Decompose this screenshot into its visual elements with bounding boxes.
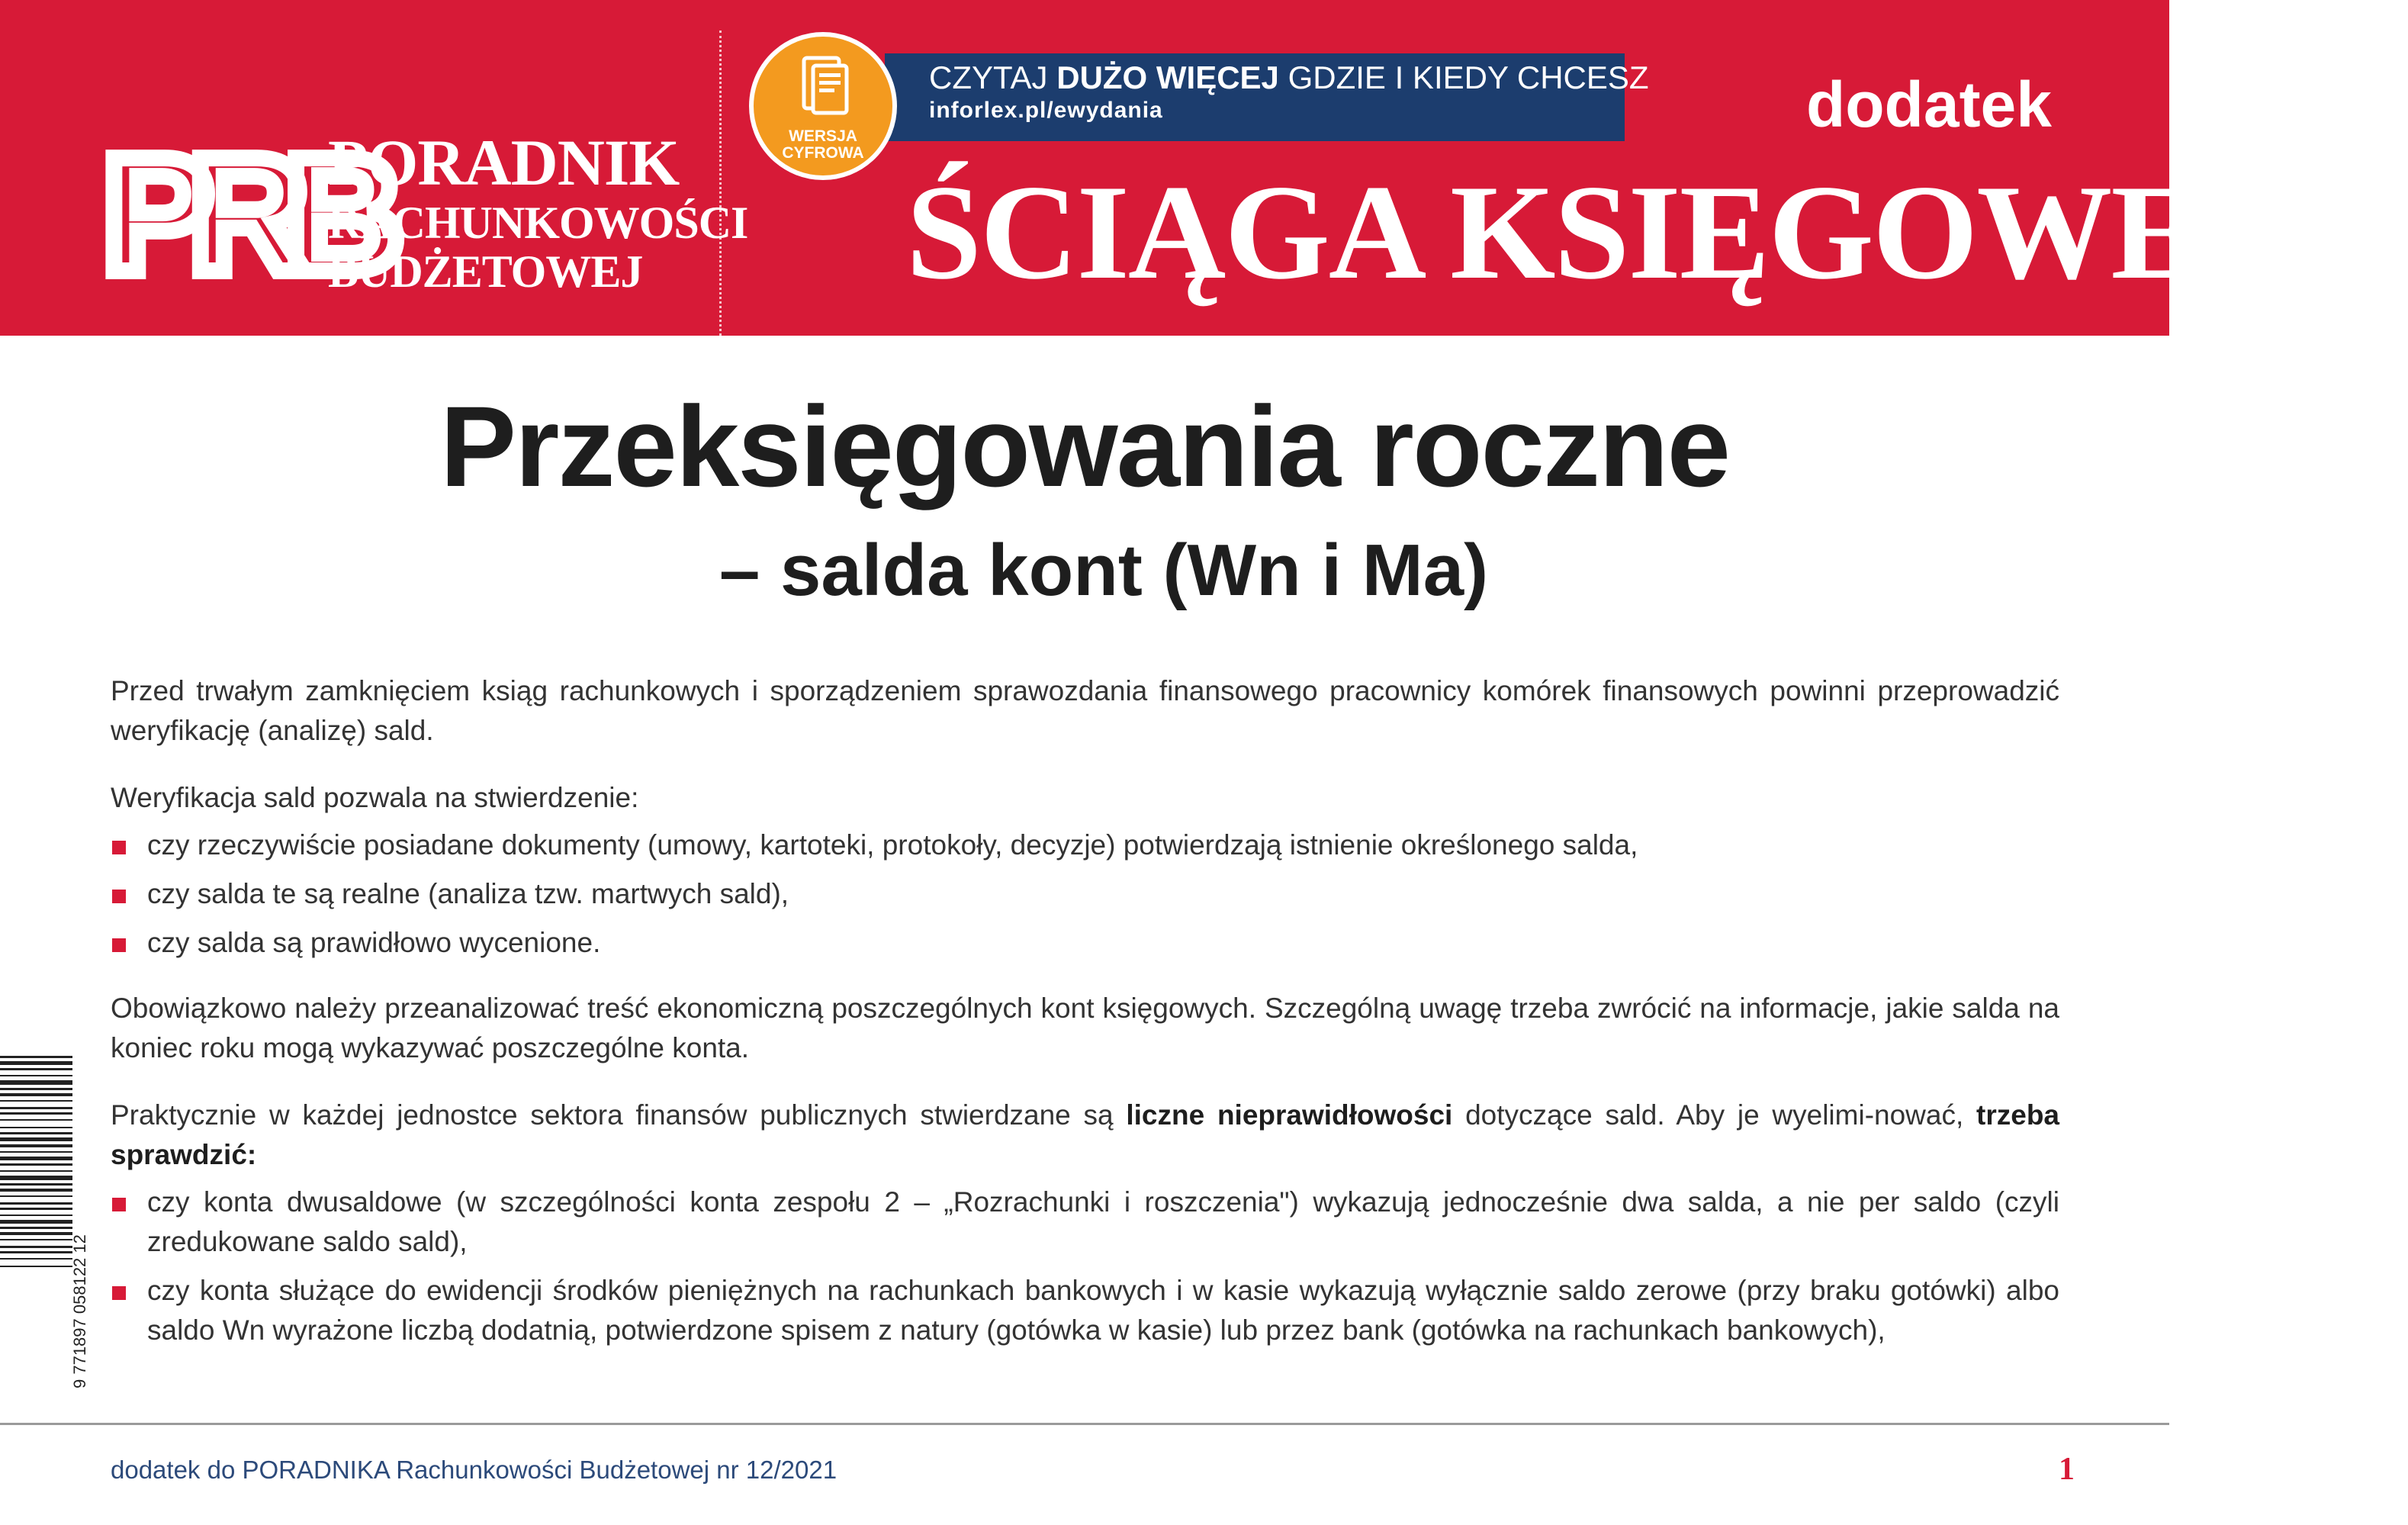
svg-text:PRB: PRB: [103, 122, 381, 306]
list-item: [111, 923, 2059, 963]
list-item: [111, 1182, 2059, 1262]
supplement-label: dodatek: [1805, 69, 2052, 140]
list-item: [111, 874, 2059, 914]
list-item-text: czy konta służące do ewidencji środków pieniężnych na rachunkach bankowych i w kasie wykazują wyłącznie saldo zerowe (przy braku gotówki) albo saldo Wn wyrażone liczbą dodatnią, potwierdzone spisem z natury (gotówka w kasie) lub przez bank (gotówka na rachunkach bankowych),: [147, 1275, 2059, 1346]
verify-lead: Weryfikacja sald pozwala na stwierdzenie:: [111, 782, 639, 813]
header-divider: [719, 31, 722, 336]
practice-emphasis-2: trzeba sprawdzić:: [111, 1099, 2059, 1170]
bullet-icon: [112, 841, 126, 854]
digital-promo-banner[interactable]: [885, 53, 1649, 141]
bullet-icon: [112, 938, 126, 952]
list-item-text: czy rzeczywiście posiadane dokumenty (umowy, kartoteki, protokoły, decyzje) potwierdzają istnienie określonego salda,: [147, 829, 1638, 861]
header-band: [0, 0, 2408, 336]
intro-paragraph: Przed trwałym zamknięciem ksiąg rachunkowych i sporządzeniem sprawozdania finansowego pracownicy komórek finansowych powinni przeprowadzić weryfikację (analizę) sald.: [111, 675, 2059, 746]
article-title: Przeksięgowania roczne: [439, 382, 1729, 510]
list-item: [111, 825, 2059, 865]
page-number: 1: [2059, 1452, 2075, 1487]
bullet-icon: [112, 1198, 126, 1211]
barcode-digits: 9 771897 058122 12: [70, 1234, 89, 1388]
badge-label: WERSJA CYFROWA: [782, 127, 864, 162]
promo-url-link[interactable]: inforlex.pl/ewydania: [929, 98, 1163, 124]
practice-text-1: Praktycznie w każdej jednostce sektora finansów publicznych stwierdzane są: [111, 1099, 1127, 1131]
footer-caption: dodatek do PORADNIKA Rachunkowości Budżetowej nr 12/2021: [111, 1456, 837, 1484]
article-body: [111, 671, 2059, 1359]
list-item: [111, 1271, 2059, 1350]
promo-prefix: CZYTAJ: [929, 60, 1057, 95]
promo-headline: [929, 60, 1649, 96]
supplement-title: ŚCIĄGA KSIĘGOWEGO: [906, 156, 2408, 307]
bullet-icon: [112, 890, 126, 903]
article-subtitle: – salda kont (Wn i Ma): [719, 529, 1489, 611]
practice-text-2: dotyczące sald. Aby je wyelimi-nować,: [1452, 1099, 1977, 1131]
bullet-icon: [112, 1286, 126, 1300]
list-item-text: czy salda te są realne (analiza tzw. martwych sald),: [147, 878, 789, 909]
practice-paragraph: [111, 1095, 2059, 1175]
check-list: [111, 1182, 2059, 1350]
digital-version-badge[interactable]: [749, 32, 897, 180]
mandatory-paragraph: Obowiązkowo należy przeanalizować treść ekonomiczną poszczególnych kont księgowych. Szczególną uwagę trzeba zwrócić na informacje, jakie salda na koniec roku mogą wykazywać poszczególne konta.: [111, 993, 2059, 1063]
logo-line-2: RACHUNKOWOŚCI: [328, 198, 748, 248]
verify-list: [111, 825, 2059, 963]
list-item-text: czy salda są prawidłowo wycenione.: [147, 927, 601, 958]
tablet-document-icon: [799, 55, 851, 116]
promo-emphasis: DUŻO WIĘCEJ: [1056, 60, 1279, 95]
list-item-text: czy konta dwusaldowe (w szczególności konta zespołu 2 – „Rozrachunki i roszczenia") wykazują jednocześnie dwa salda, a nie per saldo (czyli zredukowane saldo sald),: [147, 1186, 2059, 1257]
prb-monogram-logo: [103, 122, 381, 306]
promo-suffix: GDZIE I KIEDY CHCESZ: [1278, 60, 1649, 95]
logo-line-3: BUDŻETOWEJ: [328, 246, 643, 297]
logo-line-1: PORADNIK: [328, 126, 680, 199]
publication-logo-text: [328, 126, 748, 297]
practice-emphasis-1: liczne nieprawidłowości: [1126, 1099, 1453, 1131]
footer-rule: [0, 1423, 2169, 1425]
barcode: [0, 1053, 99, 1388]
